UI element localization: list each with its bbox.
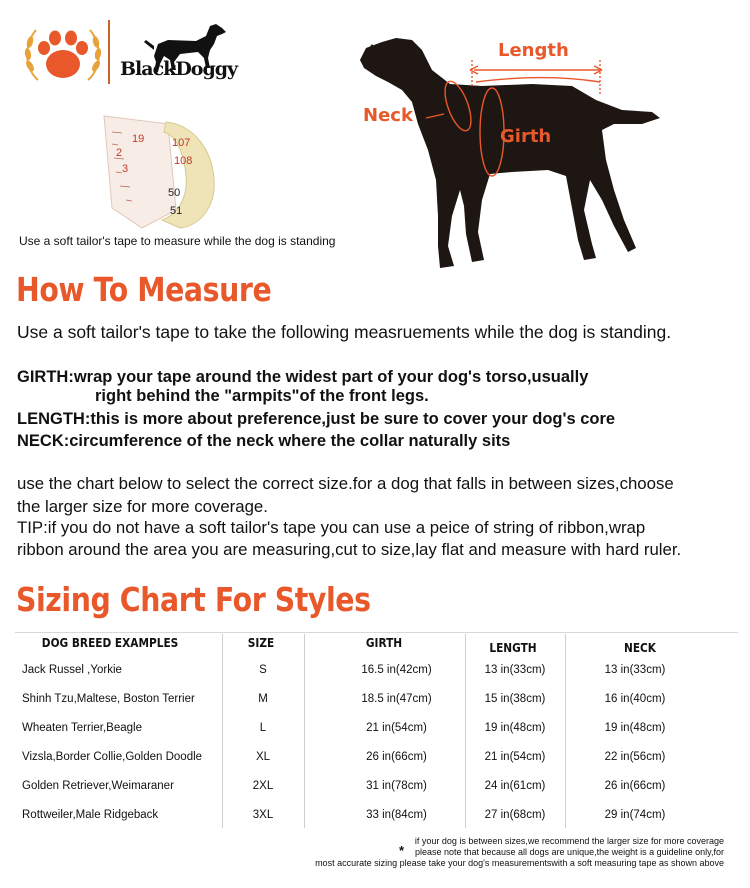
cell-breed: Shinh Tzu,Maltese, Boston Terrier bbox=[22, 693, 195, 705]
footnote-star: * bbox=[399, 843, 405, 858]
chart-instructions: use the chart below to select the correct size.for a dog that falls in between sizes,choose bbox=[17, 474, 674, 493]
cell-neck: 22 in(56cm) bbox=[604, 751, 666, 763]
cell-size: L bbox=[259, 722, 267, 734]
footnote-line: please note that because all dogs are unique,the weight is a guideline only,for bbox=[414, 847, 724, 857]
header-size: SIZE bbox=[247, 636, 275, 650]
tape-number: 107 bbox=[172, 137, 191, 149]
sizing-chart-title: Sizing Chart For Styles bbox=[16, 580, 371, 619]
tape-number: 2 bbox=[116, 147, 123, 159]
tip-text: TIP:if you do not have a soft tailor's tape you can use a peice of string of ribbon,wrap bbox=[17, 518, 646, 537]
cell-girth: 21 in(54cm) bbox=[366, 722, 427, 734]
dog-silhouette bbox=[360, 38, 660, 268]
cell-girth: 16.5 in(42cm) bbox=[361, 664, 432, 676]
measure-intro: Use a soft tailor's tape to take the following measruements while the dog is standing. bbox=[17, 322, 672, 342]
chart-instructions-cont: the larger size for more coverage. bbox=[17, 497, 268, 516]
cell-size: XL bbox=[255, 751, 271, 763]
girth-label: Girth bbox=[500, 126, 552, 147]
cell-size: 2XL bbox=[252, 780, 274, 792]
tape-number: 51 bbox=[170, 205, 183, 217]
cell-breed: Jack Russel ,Yorkie bbox=[22, 664, 122, 676]
cell-girth: 18.5 in(47cm) bbox=[361, 693, 432, 705]
header-breed: DOG BREED EXAMPLES bbox=[41, 636, 179, 650]
tape-number: 108 bbox=[174, 155, 193, 167]
length-definition: LENGTH:this is more about preference,just be sure to cover your dog's core bbox=[17, 410, 616, 428]
cell-neck: 29 in(74cm) bbox=[604, 809, 666, 821]
cell-neck: 16 in(40cm) bbox=[604, 693, 666, 705]
girth-definition-cont: right behind the "armpits"of the front legs. bbox=[95, 387, 429, 405]
footnote-line: if your dog is between sizes,we recommend the larger size for more coverage bbox=[414, 836, 724, 846]
cell-neck: 19 in(48cm) bbox=[604, 722, 666, 734]
header-length: LENGTH bbox=[489, 641, 537, 655]
length-label: Length bbox=[498, 40, 569, 61]
neck-label: Neck bbox=[363, 105, 413, 126]
mypet-paw-logo bbox=[20, 18, 106, 88]
footnote-line: most accurate sizing please take your dog's measurementswith a soft measuring tape as shown above bbox=[315, 858, 724, 868]
logo-divider bbox=[108, 20, 110, 84]
cell-breed: Golden Retriever,Weimaraner bbox=[22, 780, 174, 792]
cell-length: 27 in(68cm) bbox=[484, 809, 546, 821]
header-neck: NECK bbox=[623, 641, 656, 655]
cell-girth: 31 in(78cm) bbox=[366, 780, 427, 792]
cell-length: 19 in(48cm) bbox=[484, 722, 546, 734]
tape-caption: Use a soft tailor's tape to measure while the dog is standing bbox=[19, 234, 336, 248]
measuring-tape-illustration bbox=[92, 110, 226, 235]
table-top-border bbox=[15, 632, 738, 633]
cell-size: 3XL bbox=[252, 809, 274, 821]
tape-number: 19 bbox=[132, 133, 145, 145]
cell-breed: Rottweiler,Male Ridgeback bbox=[22, 809, 159, 821]
how-to-measure-title: How To Measure bbox=[16, 270, 272, 309]
cell-breed: Vizsla,Border Collie,Golden Doodle bbox=[22, 751, 203, 763]
header-girth: GIRTH bbox=[365, 636, 403, 650]
cell-length: 13 in(33cm) bbox=[484, 664, 546, 676]
cell-girth: 26 in(66cm) bbox=[366, 751, 427, 763]
cell-size: M bbox=[258, 693, 268, 705]
brand-name: BlackDoggy bbox=[120, 58, 238, 80]
cell-neck: 13 in(33cm) bbox=[604, 664, 666, 676]
tape-number: 3 bbox=[122, 163, 129, 175]
cell-breed: Wheaten Terrier,Beagle bbox=[22, 722, 142, 734]
tip-text-cont: ribbon around the area you are measuring,cut to size,lay flat and measure with hard ruler. bbox=[17, 540, 682, 559]
girth-definition: GIRTH:wrap your tape around the widest part of your dog's torso,usually bbox=[17, 368, 589, 386]
cell-length: 24 in(61cm) bbox=[484, 780, 546, 792]
neck-definition: NECK:circumference of the neck where the collar naturally sits bbox=[17, 432, 511, 450]
cell-girth: 33 in(84cm) bbox=[366, 809, 427, 821]
tape-number: 50 bbox=[168, 187, 181, 199]
cell-length: 15 in(38cm) bbox=[484, 693, 546, 705]
cell-length: 21 in(54cm) bbox=[484, 751, 546, 763]
cell-size: S bbox=[259, 664, 267, 676]
cell-neck: 26 in(66cm) bbox=[604, 780, 666, 792]
